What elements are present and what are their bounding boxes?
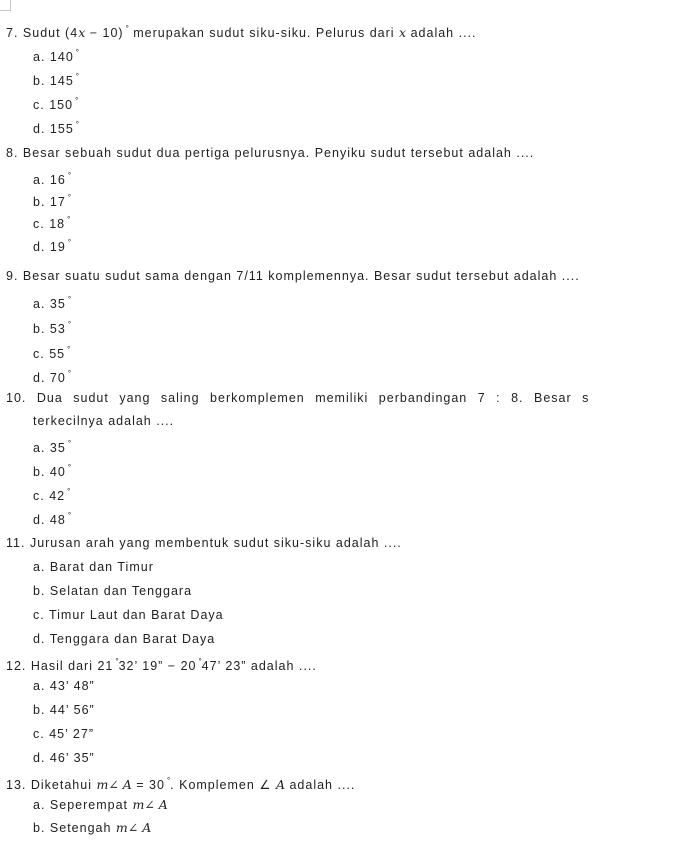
- degree-symbol: °: [198, 657, 202, 666]
- option-value: 45’ 27”: [49, 727, 94, 741]
- option-label: c.: [33, 489, 45, 503]
- question-text: . Komplemen ∠: [170, 778, 276, 792]
- option-label: c.: [33, 727, 45, 741]
- option-label: c.: [33, 98, 45, 112]
- option-value: 155: [49, 122, 74, 136]
- degree-symbol: °: [115, 657, 119, 666]
- degree-symbol: °: [67, 320, 72, 329]
- option-label: b.: [33, 195, 46, 209]
- degree-symbol: °: [67, 193, 72, 202]
- question-text: Dua sudut yang saling berkomplemen memiliki perbandingan 7 : 8. Besar s: [36, 391, 590, 405]
- option-value: 48: [49, 513, 66, 527]
- option-label: a.: [33, 297, 46, 311]
- variable: m∠ A: [132, 797, 168, 812]
- option-label: a.: [33, 173, 46, 187]
- option-label: d.: [33, 371, 46, 385]
- option-label: b.: [33, 703, 46, 717]
- degree-symbol: °: [75, 96, 79, 105]
- option-label: d.: [33, 632, 46, 646]
- question-13: [6, 774, 355, 792]
- question-number: 7.: [6, 26, 19, 40]
- option-row: [33, 70, 79, 88]
- option-row: [33, 632, 215, 646]
- option-label: a.: [33, 560, 46, 574]
- question-number: 13.: [6, 778, 27, 792]
- question-text: merupakan sudut siku-siku. Pelurus dari: [128, 26, 400, 40]
- option-label: b.: [33, 465, 46, 479]
- option-value: 140: [49, 50, 74, 64]
- option-row: [33, 367, 71, 385]
- degree-symbol: °: [67, 345, 71, 354]
- option-row: [33, 293, 71, 311]
- option-value: Barat dan Timur: [49, 560, 154, 574]
- question-text: 32’ 19” − 20: [118, 659, 197, 673]
- option-label: a.: [33, 50, 46, 64]
- option-row: [33, 509, 71, 527]
- degree-symbol: °: [67, 439, 72, 448]
- option-row: [33, 94, 78, 112]
- option-value: 42: [49, 489, 66, 503]
- option-row: [33, 236, 71, 254]
- option-label: c.: [33, 347, 45, 361]
- option-row: [33, 343, 70, 361]
- option-value: 19: [49, 240, 66, 254]
- option-value: Tenggara dan Barat Daya: [49, 632, 216, 646]
- degree-symbol: °: [67, 171, 72, 180]
- option-value: 55: [49, 347, 66, 361]
- option-value: 40: [49, 465, 66, 479]
- question-8: [6, 146, 534, 160]
- option-row: [33, 703, 95, 717]
- option-row: [33, 679, 95, 693]
- degree-symbol: °: [67, 215, 71, 224]
- question-number: 8.: [6, 146, 19, 160]
- option-value: 17: [49, 195, 66, 209]
- option-value: 145: [49, 74, 74, 88]
- option-row: [33, 485, 70, 503]
- option-label: a.: [33, 441, 46, 455]
- option-row: [33, 461, 71, 479]
- variable: m∠ A: [115, 820, 152, 835]
- option-row: [33, 118, 79, 136]
- option-value: 16: [49, 173, 66, 187]
- option-label: a.: [33, 679, 46, 693]
- option-label: b.: [33, 322, 46, 336]
- degree-symbol: °: [125, 24, 129, 33]
- option-label: b.: [33, 74, 46, 88]
- option-value: 70: [49, 371, 66, 385]
- option-value: Setengah: [49, 821, 116, 835]
- option-row: [33, 437, 71, 455]
- option-value: 35: [49, 441, 66, 455]
- option-value: 53: [49, 322, 66, 336]
- question-number: 11.: [6, 536, 26, 550]
- question-number: 9.: [6, 269, 19, 283]
- question-text: adalah ....: [406, 26, 477, 40]
- option-label: c.: [33, 217, 45, 231]
- question-7: [6, 22, 476, 40]
- option-label: b.: [33, 821, 46, 835]
- option-label: d.: [33, 513, 46, 527]
- degree-symbol: °: [67, 238, 72, 247]
- option-value: 44’ 56”: [49, 703, 95, 717]
- degree-symbol: °: [166, 776, 171, 785]
- question-text: − 10): [85, 26, 124, 40]
- question-10: [6, 391, 673, 405]
- question-text: Hasil dari 21: [30, 659, 114, 673]
- question-11: [6, 536, 402, 550]
- option-value: 150: [49, 98, 74, 112]
- option-row: [33, 608, 224, 622]
- question-text: = 30: [131, 778, 165, 792]
- question-9: [6, 269, 580, 283]
- option-value: Selatan dan Tenggara: [49, 584, 193, 598]
- question-text: Besar suatu sudut sama dengan 7/11 komplemennya. Besar sudut tersebut adalah ....: [22, 269, 580, 283]
- degree-symbol: °: [75, 48, 79, 57]
- degree-symbol: °: [67, 369, 72, 378]
- degree-symbol: °: [67, 487, 71, 496]
- option-row: [33, 560, 154, 574]
- option-value: 18: [49, 217, 66, 231]
- option-row: [33, 46, 79, 64]
- degree-symbol: °: [75, 72, 79, 81]
- option-row: [33, 213, 70, 231]
- option-value: Seperempat: [49, 798, 133, 812]
- question-number: 10.: [6, 391, 27, 405]
- question-text: adalah ....: [284, 778, 356, 792]
- option-row: [33, 821, 151, 835]
- option-label: d.: [33, 751, 46, 765]
- question-text: Diketahui: [30, 778, 97, 792]
- option-value: 43’ 48”: [49, 679, 95, 693]
- option-label: b.: [33, 584, 46, 598]
- variable: m∠ A: [96, 777, 132, 792]
- option-value: 35: [49, 297, 66, 311]
- option-row: [33, 751, 95, 765]
- option-row: [33, 584, 192, 598]
- variable: A: [275, 777, 285, 792]
- option-row: [33, 191, 71, 209]
- page-corner-mark: [0, 0, 11, 11]
- question-text: Jurusan arah yang membentuk sudut siku-siku adalah ....: [29, 536, 402, 550]
- option-label: d.: [33, 240, 46, 254]
- question-10-continuation: [33, 414, 174, 428]
- option-value: Timur Laut dan Barat Daya: [48, 608, 224, 622]
- question-number: 12.: [6, 659, 27, 673]
- question-text: Besar sebuah sudut dua pertiga pelurusnya. Penyiku sudut tersebut adalah ....: [22, 146, 535, 160]
- option-label: c.: [33, 608, 45, 622]
- option-row: [33, 318, 71, 336]
- option-row: [33, 727, 94, 741]
- degree-symbol: °: [67, 511, 72, 520]
- question-text: terkecilnya adalah ....: [33, 414, 175, 428]
- option-label: d.: [33, 122, 46, 136]
- variable: x: [399, 25, 407, 40]
- degree-symbol: °: [67, 463, 72, 472]
- question-text: 47’ 23” adalah ....: [201, 659, 317, 673]
- option-row: [33, 798, 168, 812]
- question-12: [6, 655, 317, 673]
- option-value: 46’ 35”: [49, 751, 95, 765]
- question-text: Sudut (4: [22, 26, 79, 40]
- option-row: [33, 169, 71, 187]
- degree-symbol: °: [67, 295, 72, 304]
- degree-symbol: °: [75, 120, 79, 129]
- variable: x: [78, 25, 86, 40]
- option-label: a.: [33, 798, 46, 812]
